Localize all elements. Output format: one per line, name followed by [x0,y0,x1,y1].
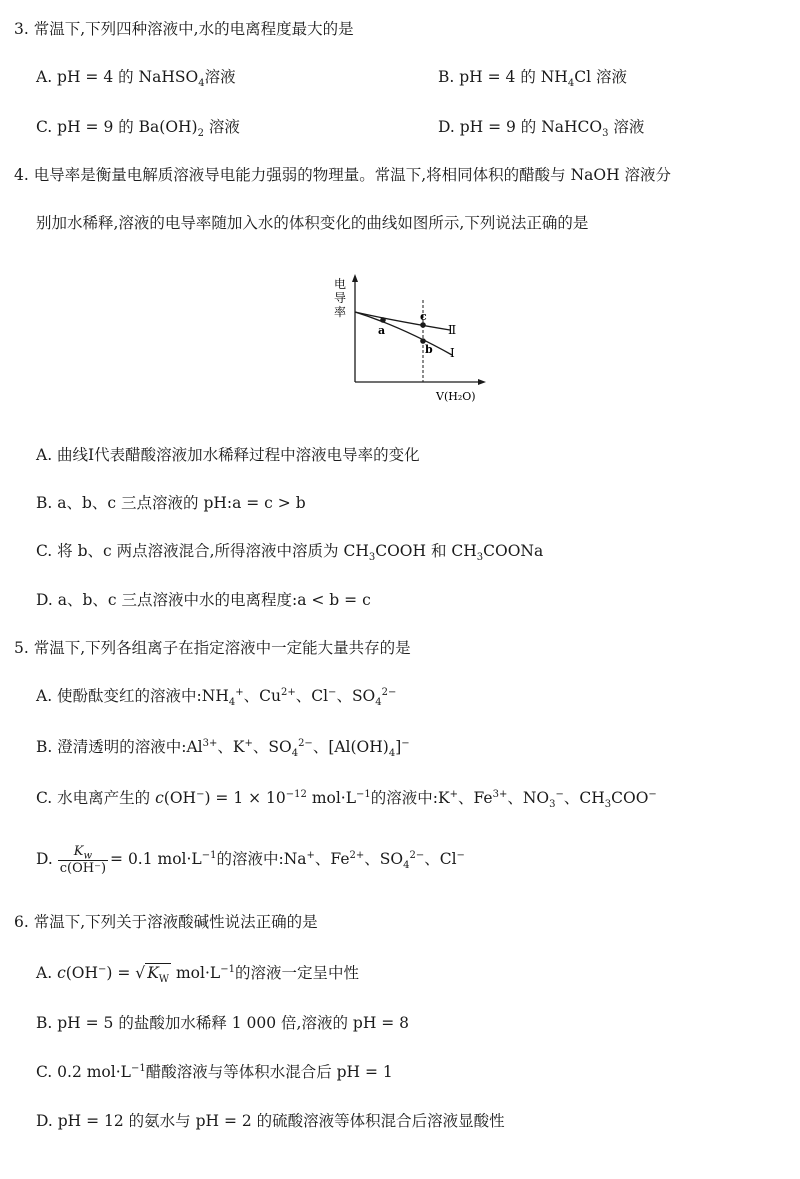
x-axis-label: V(H₂O) [436,390,476,403]
curve-2-label: Ⅱ [448,323,457,337]
y-axis-label-2: 导 [334,291,347,305]
q3-option-a: A. pH = 4 的 NaHSO$_4$溶液 [36,68,236,90]
q4-stem-line2: 别加水稀释,溶液的电导率随加入水的体积变化的曲线如图所示,下列说法正确的是 [36,214,589,232]
conductivity-graph [330,270,490,410]
q5-option-c: C. 水电离产生的 $c(OH^-) = 1 \times 10^{-12}$ $mol\cdot L^{-1}$的溶液中:K+、$Fe^{3+}$、$NO_3^-$、$CH_3COO^-$ [36,788,657,811]
q6-stem: 6. 常温下,下列关于溶液酸碱性说法正确的是 [14,913,318,931]
y-axis-arrow [352,274,358,282]
q5-stem: 5. 常温下,下列各组离子在指定溶液中一定能大量共存的是 [14,639,411,657]
curve-2 [355,312,450,330]
point-a-dot [380,317,386,323]
point-c-dot [420,322,426,328]
q4-option-a: A. 曲线Ⅰ代表醋酸溶液加水稀释过程中溶液电导率的变化 [36,446,420,464]
y-axis-label-3: 率 [334,305,347,319]
q6-option-b: B. pH = 5 的盐酸加水稀释 1 000 倍,溶液的 pH = 8 [36,1014,410,1032]
q6-option-d: D. pH = 12 的氨水与 pH = 2 的硫酸溶液等体积混合后溶液显酸性 [36,1112,505,1130]
x-axis-arrow [478,379,486,385]
q4-option-b: B. a、b、c 三点溶液的 pH:a = c > b [36,494,306,512]
point-c-label: c [420,310,427,323]
q4-option-d: D. a、b、c 三点溶液中水的电离程度:a < b = c [36,591,371,609]
q6-option-c: C. 0.2 $mol\cdot L^{-1}$醋酸溶液与等体积水混合后 pH = 1 [36,1062,393,1081]
q4-option-c: C. 将 b、c 两点溶液混合,所得溶液中溶质为 $CH_3COOH$ 和 $CH_3COONa$ [36,542,544,564]
q5-option-d: D. $\frac{K_w}{c(OH^-)}$ = 0.1 $mol\cdot L^{-1}$的溶液中:Na+、$Fe^{2+}$、$SO_4^{2-}$、Cl− [36,843,465,876]
q5-option-a: A. 使酚酞变红的溶液中$:NH_4^+$、$Cu^{2+}$、Cl−、$SO_4^{2-}$ [36,686,397,709]
curve-1-label: Ⅰ [450,346,455,360]
q5-option-b: B. 澄清透明的溶液中$:Al^{3+}$、K+、$SO_4^{2-}$、$[Al(OH)_4]^-$ [36,737,410,760]
curve-1 [355,312,452,355]
point-a-label: a [378,324,386,337]
q3-stem: 3. 常温下,下列四种溶液中,水的电离程度最大的是 [14,20,354,38]
q3-option-b: B. pH = 4 的 $NH_4Cl$ 溶液 [438,68,627,90]
q3-option-d: D. pH = 9 的 NaHCO$_3$ 溶液 [438,118,645,140]
q3-option-c: C. pH = 9 的 $Ba(OH)_2$ 溶液 [36,118,240,140]
point-b-label: b [425,343,433,356]
q6-option-a: A. c(OH−) = √ $K_W$ $mol\cdot L^{-1}$的溶液一定呈中性 [36,963,359,986]
y-axis-label-1: 电 [334,277,347,291]
q4-stem-line1: 4. 电导率是衡量电解质溶液导电能力强弱的物理量。常温下,将相同体积的醋酸与 NaOH 溶液分 [14,166,672,184]
kw-fraction: $\frac{K_w}{c(OH^-)}$ [59,843,107,876]
